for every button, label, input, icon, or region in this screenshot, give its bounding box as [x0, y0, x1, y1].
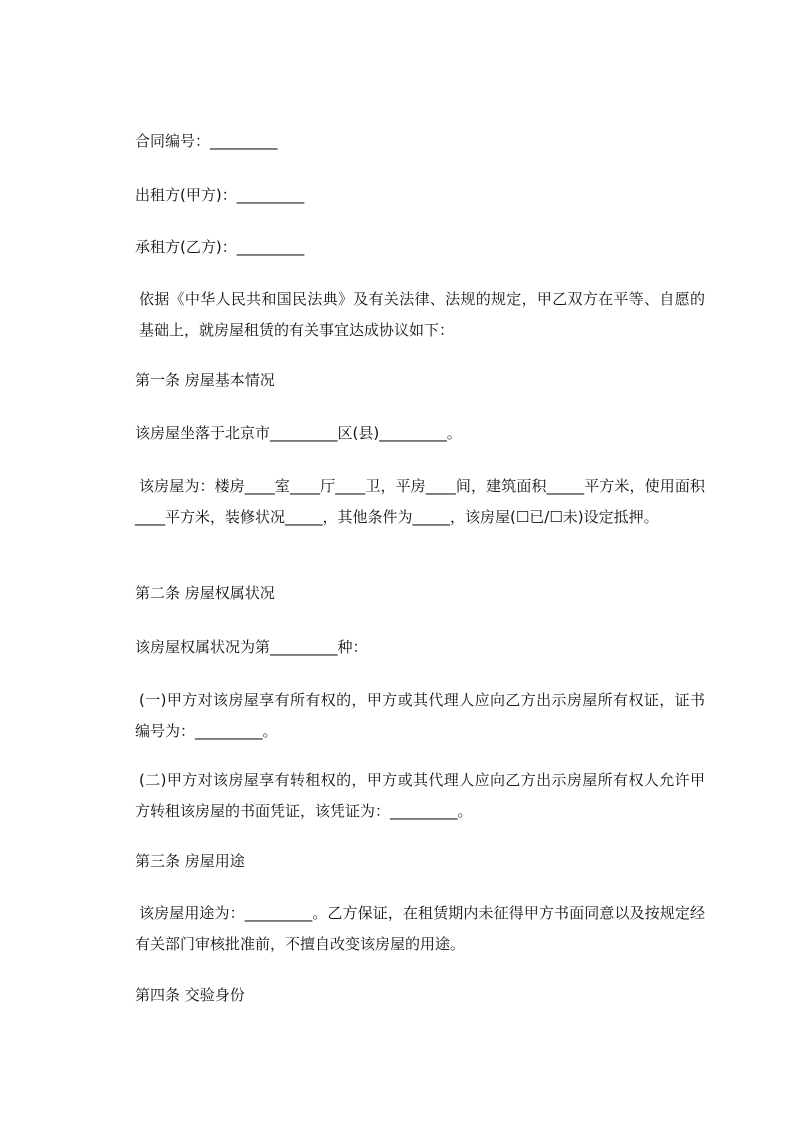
lessor-line: 出租方(甲方)：_________ [135, 186, 305, 204]
article2-title: 第二条 房屋权属状况 [135, 584, 275, 602]
article3-title: 第三条 房屋用途 [135, 852, 245, 870]
preamble-paragraph: 依据《中华人民共和国民法典》及有关法律、法规的规定，甲乙双方在平等、自愿的基础上，就房屋租赁的有关事宜达成协议如下： [139, 290, 705, 339]
article2-option1: (一)甲方对该房屋享有所有权的，甲方或其代理人应向乙方出示房屋所有权证，证书编号为：_________。 [135, 691, 705, 740]
article1-title: 第一条 房屋基本情况 [135, 371, 275, 389]
article2-option2: (二)甲方对该房屋享有转租权的，甲方或其代理人应向乙方出示房屋所有权人允许甲方转租该房屋的书面凭证，该凭证为：_________。 [135, 771, 705, 820]
article4-title: 第四条 交验身份 [135, 986, 245, 1004]
article2-type: 该房屋权属状况为第_________种： [135, 638, 368, 656]
contract-number-line: 合同编号：_________ [135, 132, 278, 150]
article1-details: 该房屋为：楼房____室____厅____卫，平房____间，建筑面积_____平方米，使用面积 ____平方米，装修状况_____，其他条件为_____，该房屋(☐已/☐未)设定抵押。 [135, 477, 710, 526]
article3-usage: 该房屋用途为：_________。乙方保证，在租赁期内未征得甲方书面同意以及按规定经有关部门审核批准前，不擅自改变该房屋的用途。 [135, 904, 705, 953]
article1-location: 该房屋坐落于北京市_________区(县)_________。 [135, 424, 462, 442]
lessee-line: 承租方(乙方)：_________ [135, 238, 305, 256]
